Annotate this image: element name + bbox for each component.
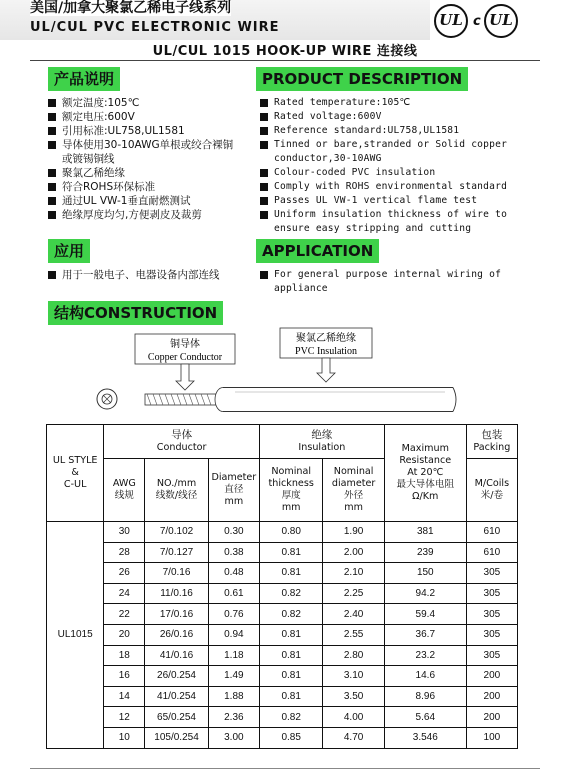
cell-outer-diameter: 4.70 <box>323 727 384 748</box>
cell-no-mm: 7/0.16 <box>145 563 208 584</box>
cell-coils: 610 <box>466 542 517 563</box>
cell-no-mm: 26/0.254 <box>145 666 208 687</box>
table-row <box>47 542 518 563</box>
cell-diameter: 1.18 <box>208 645 259 666</box>
list-item: Passes UL VW-1 vertical flame test <box>260 194 525 208</box>
packing-cn: 包装 <box>481 429 503 441</box>
cell-awg: 22 <box>104 604 145 625</box>
c-mark: c <box>473 14 481 29</box>
list-item: 绝缘厚度均匀,方便剥皮及裁剪 <box>48 208 238 222</box>
pvc-label-en: PVC Insulation <box>295 346 357 357</box>
cell-outer-diameter: 2.80 <box>323 645 384 666</box>
cell-no-mm: 41/0.16 <box>145 645 208 666</box>
insulation-cn: 绝缘 <box>311 429 333 441</box>
cell-outer-diameter: 2.25 <box>323 583 384 604</box>
cell-coils: 305 <box>466 645 517 666</box>
cell-thickness: 0.82 <box>259 604 322 625</box>
cell-coils: 200 <box>466 707 517 728</box>
cell-thickness: 0.82 <box>259 583 322 604</box>
header-title-cn: 美国/加拿大聚氯乙稀电子线系列 <box>30 0 232 16</box>
application-cn-list <box>48 268 233 282</box>
col-nom-diameter: Nominal diameter 外径 mm <box>323 459 384 522</box>
col-packing <box>466 425 517 459</box>
cell-outer-diameter: 2.55 <box>323 624 384 645</box>
col-diameter: Diameter 直径 mm <box>208 459 259 522</box>
table-row <box>47 686 518 707</box>
cell-no-mm: 7/0.102 <box>145 522 208 543</box>
cell-outer-diameter: 4.00 <box>323 707 384 728</box>
cell-resistance: 36.7 <box>384 624 466 645</box>
col-ul-style: UL STYLE & C-UL <box>47 425 104 522</box>
col-insulation <box>259 425 384 459</box>
col-coils: M/Coils 米/卷 <box>466 459 517 522</box>
table-row <box>47 727 518 748</box>
cell-coils: 305 <box>466 563 517 584</box>
cell-thickness: 0.80 <box>259 522 322 543</box>
conductor-en: Conductor <box>156 442 207 453</box>
list-item: Rated temperature:105℃ <box>260 96 525 110</box>
spec-table <box>46 424 518 749</box>
cell-resistance: 5.64 <box>384 707 466 728</box>
spec-table-body <box>47 522 518 749</box>
table-row <box>47 666 518 687</box>
cell-diameter: 1.49 <box>208 666 259 687</box>
cell-diameter: 0.61 <box>208 583 259 604</box>
cell-thickness: 0.85 <box>259 727 322 748</box>
list-item: 额定温度:105℃ <box>48 96 238 110</box>
application-en-list <box>260 268 520 296</box>
table-row <box>47 707 518 728</box>
table-row <box>47 645 518 666</box>
cell-awg: 28 <box>104 542 145 563</box>
heading-construction: 结构CONSTRUCTION <box>48 301 223 325</box>
list-item: 额定电压:600V <box>48 110 238 124</box>
cell-no-mm: 7/0.127 <box>145 542 208 563</box>
cell-thickness: 0.81 <box>259 645 322 666</box>
cell-outer-diameter: 2.10 <box>323 563 384 584</box>
list-item: Tinned or bare,stranded or Solid copper conductor,30-10AWG <box>260 138 525 166</box>
cell-diameter: 3.00 <box>208 727 259 748</box>
cell-thickness: 0.81 <box>259 686 322 707</box>
cell-outer-diameter: 2.00 <box>323 542 384 563</box>
list-item: 导体使用30-10AWG单根或绞合裸铜或镀锡铜线 <box>48 138 238 166</box>
cell-coils: 200 <box>466 686 517 707</box>
cell-thickness: 0.81 <box>259 542 322 563</box>
cell-awg: 30 <box>104 522 145 543</box>
cell-thickness: 0.82 <box>259 707 322 728</box>
col-nom-thickness: Nominal thickness 厚度 mm <box>259 459 322 522</box>
cell-outer-diameter: 2.40 <box>323 604 384 625</box>
col-awg: AWG 线规 <box>104 459 145 522</box>
cell-awg: 18 <box>104 645 145 666</box>
cell-thickness: 0.81 <box>259 563 322 584</box>
copper-label-cn: 铜导体 <box>170 339 200 350</box>
cell-diameter: 1.88 <box>208 686 259 707</box>
list-item: 通过UL VW-1垂直耐燃测试 <box>48 194 238 208</box>
col-conductor <box>104 425 260 459</box>
cell-outer-diameter: 3.10 <box>323 666 384 687</box>
bottom-divider <box>30 768 540 769</box>
cell-diameter: 0.30 <box>208 522 259 543</box>
cell-awg: 24 <box>104 583 145 604</box>
cell-awg: 26 <box>104 563 145 584</box>
cell-coils: 305 <box>466 583 517 604</box>
cell-diameter: 0.94 <box>208 624 259 645</box>
pvc-arrow <box>317 358 335 382</box>
wire-construction-diagram <box>85 325 465 420</box>
cell-coils: 610 <box>466 522 517 543</box>
wire-side-view <box>145 388 456 412</box>
cell-no-mm: 65/0.254 <box>145 707 208 728</box>
cell-thickness: 0.81 <box>259 624 322 645</box>
cell-coils: 305 <box>466 624 517 645</box>
copper-label-en: Copper Conductor <box>147 352 223 363</box>
cell-resistance: 14.6 <box>384 666 466 687</box>
product-cn-list <box>48 96 238 222</box>
list-item: Rated voltage:600V <box>260 110 525 124</box>
table-row <box>47 624 518 645</box>
copper-arrow <box>176 364 194 390</box>
cell-outer-diameter: 1.90 <box>323 522 384 543</box>
list-item: Reference standard:UL758,UL1581 <box>260 124 525 138</box>
cell-awg: 10 <box>104 727 145 748</box>
cell-awg: 16 <box>104 666 145 687</box>
insulation-en: Insulation <box>298 442 346 453</box>
ul-logo: UL <box>434 4 468 38</box>
header-title-en: UL/CUL PVC ELECTRONIC WIRE <box>30 20 280 35</box>
heading-product-en: PRODUCT DESCRIPTION <box>256 67 468 91</box>
cul-logo: UL <box>484 4 518 38</box>
list-item: Uniform insulation thickness of wire to ensure easy stripping and cutting <box>260 208 525 236</box>
cell-no-mm: 26/0.16 <box>145 624 208 645</box>
table-row <box>47 563 518 584</box>
cell-outer-diameter: 3.50 <box>323 686 384 707</box>
conductor-cn: 导体 <box>171 429 193 441</box>
col-resistance: Maximum Resistance At 20℃ 最大导体电阻 Ω/Km <box>384 425 466 522</box>
cell-thickness: 0.81 <box>259 666 322 687</box>
list-item: Colour-coded PVC insulation <box>260 166 525 180</box>
list-item: For general purpose internal wiring of appliance <box>260 268 520 296</box>
cell-no-mm: 17/0.16 <box>145 604 208 625</box>
cell-resistance: 239 <box>384 542 466 563</box>
subtitle-divider <box>30 60 540 61</box>
cell-no-mm: 11/0.16 <box>145 583 208 604</box>
heading-product-cn: 产品说明 <box>48 67 120 91</box>
cell-resistance: 94.2 <box>384 583 466 604</box>
cell-resistance: 381 <box>384 522 466 543</box>
cell-resistance: 8.96 <box>384 686 466 707</box>
pvc-label-cn: 聚氯乙稀绝缘 <box>296 333 356 344</box>
cell-diameter: 0.76 <box>208 604 259 625</box>
cell-awg: 14 <box>104 686 145 707</box>
cell-resistance: 3.546 <box>384 727 466 748</box>
heading-application-en: APPLICATION <box>256 239 379 263</box>
cell-diameter: 0.48 <box>208 563 259 584</box>
table-row <box>47 522 518 543</box>
heading-application-cn: 应用 <box>48 239 90 263</box>
list-item: 符合ROHS环保标准 <box>48 180 238 194</box>
cell-resistance: 150 <box>384 563 466 584</box>
cell-resistance: 23.2 <box>384 645 466 666</box>
table-row <box>47 604 518 625</box>
cell-resistance: 59.4 <box>384 604 466 625</box>
cell-coils: 200 <box>466 666 517 687</box>
packing-en: Packing <box>473 442 511 453</box>
col-no-mm: NO./mm 线数/线径 <box>145 459 208 522</box>
list-item: Comply with ROHS environmental standard <box>260 180 525 194</box>
cell-no-mm: 41/0.254 <box>145 686 208 707</box>
cell-awg: 20 <box>104 624 145 645</box>
product-en-list <box>260 96 525 236</box>
list-item: 用于一般电子、电器设备内部连线 <box>48 268 233 282</box>
cell-diameter: 0.38 <box>208 542 259 563</box>
table-row <box>47 583 518 604</box>
cell-awg: 12 <box>104 707 145 728</box>
cell-diameter: 2.36 <box>208 707 259 728</box>
wire-cross-section <box>97 389 117 409</box>
list-item: 引用标准:UL758,UL1581 <box>48 124 238 138</box>
page-subtitle: UL/CUL 1015 HOOK-UP WIRE 连接线 <box>152 44 418 59</box>
cell-coils: 100 <box>466 727 517 748</box>
cell-coils: 305 <box>466 604 517 625</box>
style-cell: UL1015 <box>47 522 104 749</box>
list-item: 聚氯乙稀绝缘 <box>48 166 238 180</box>
cell-no-mm: 105/0.254 <box>145 727 208 748</box>
